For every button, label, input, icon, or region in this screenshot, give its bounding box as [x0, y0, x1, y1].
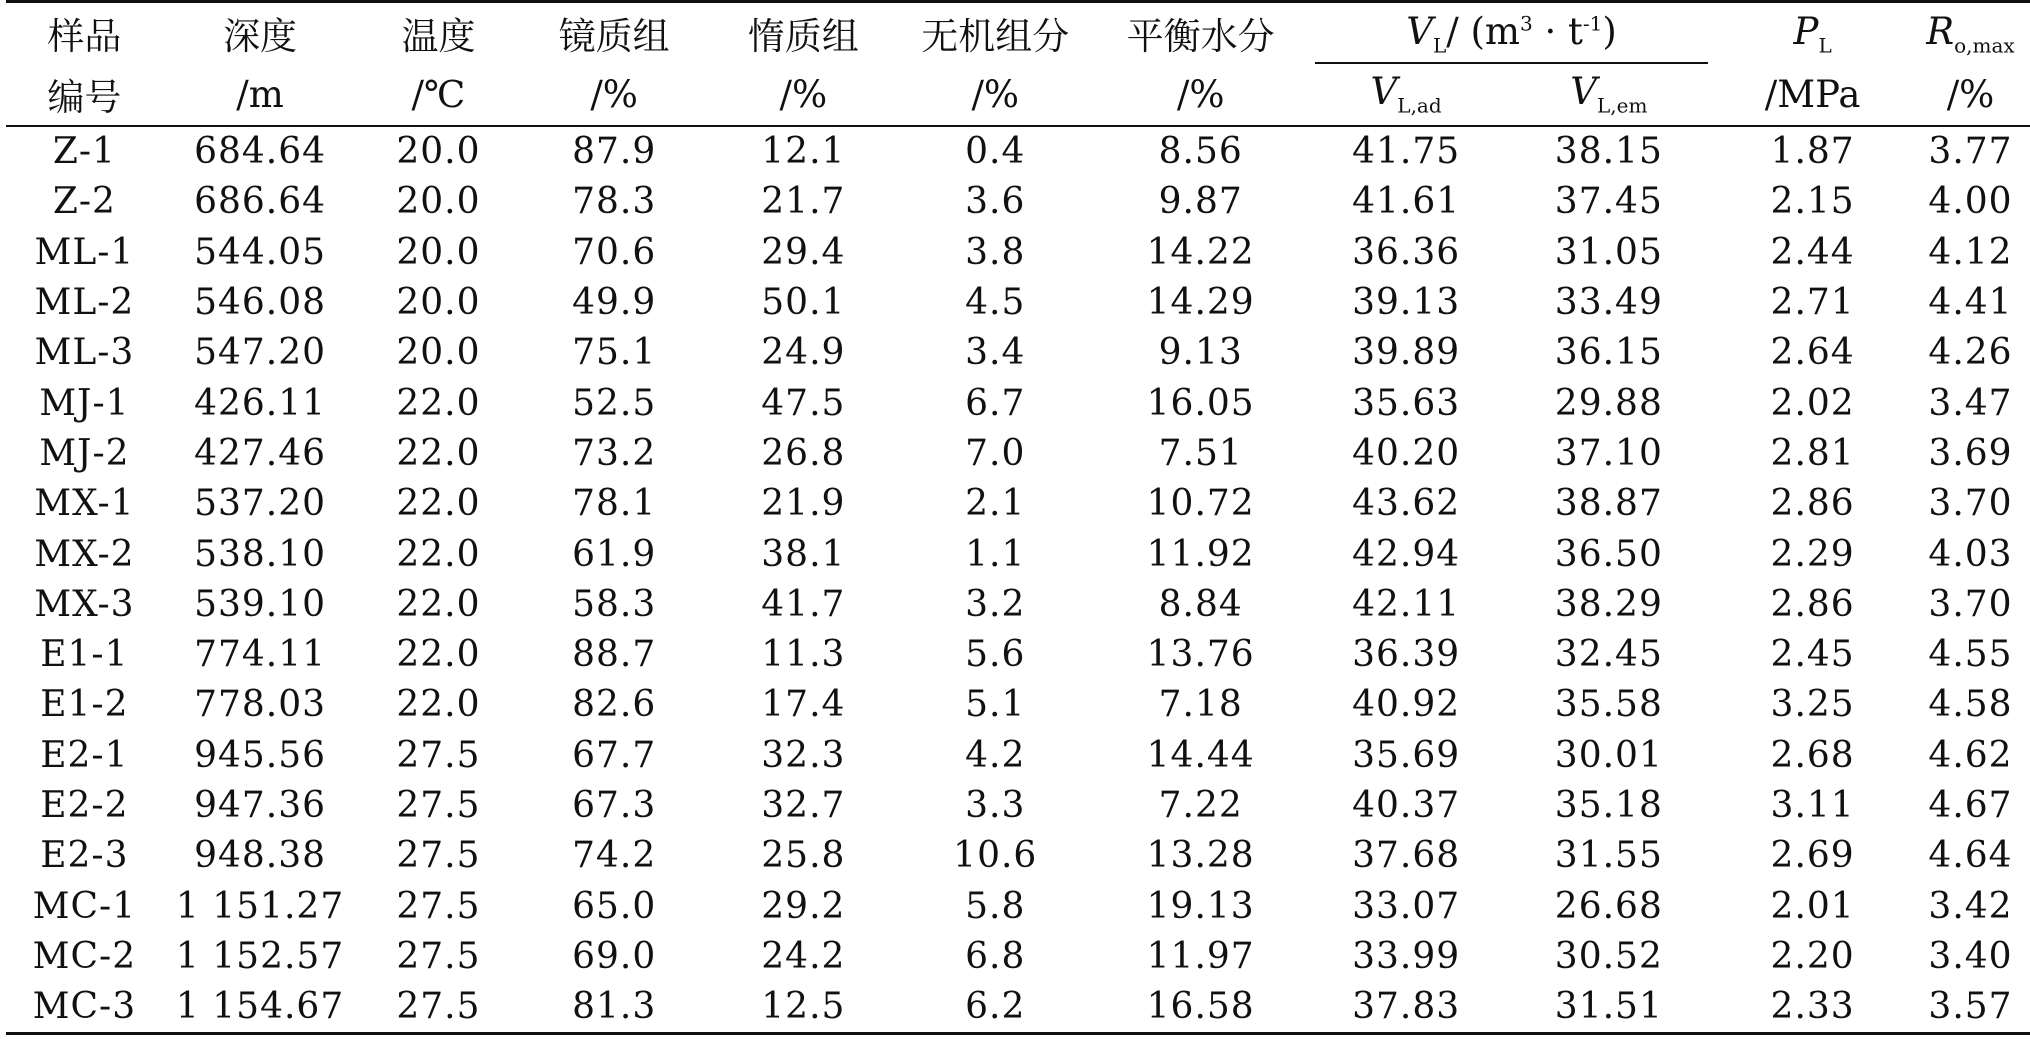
cell-pl: 2.71: [1770, 282, 1855, 324]
cell-temperature: 27.5: [396, 734, 481, 776]
header-moisture: 平衡水分: [1093, 2, 1309, 64]
cell-depth: 544.05: [194, 231, 327, 273]
cell-sample-id: MC-1: [32, 885, 137, 927]
cell-depth: 948.38: [194, 835, 327, 877]
cell-sample-id: E1-1: [40, 634, 129, 676]
cell-inorganic: 10.6: [953, 835, 1038, 877]
cell-inorganic: 6.2: [898, 982, 1093, 1034]
table-row: [6, 680, 2030, 730]
cell-pl: 1.87: [1770, 131, 1855, 173]
table-body: [6, 126, 2030, 1034]
cell-pl: 2.68: [1770, 734, 1855, 776]
cell-temperature: 27.5: [357, 982, 519, 1034]
cell-temperature: 27.5: [396, 885, 481, 927]
cell-inorganic: 2.1: [965, 483, 1026, 525]
cell-vl-ad: 37.83: [1309, 982, 1504, 1034]
cell-vl-em: 38.87: [1554, 483, 1663, 525]
table-row: [6, 529, 2030, 579]
header-langmuir-pressure: [1714, 2, 1911, 64]
vl-unit-pre: / (m: [1446, 9, 1520, 53]
cell-inorganic: 6.7: [965, 382, 1026, 424]
header-inorganic: 无机组分: [898, 2, 1093, 64]
cell-inorganic: 6.8: [965, 935, 1026, 977]
cell-vitrinite: 74.2: [572, 835, 657, 877]
vl-unit-post: ): [1602, 9, 1617, 53]
cell-vl-ad: 43.62: [1352, 483, 1461, 525]
cell-vitrinite: 69.0: [572, 935, 657, 977]
cell-pl: 2.81: [1770, 432, 1855, 474]
cell-inorganic: 3.3: [965, 785, 1026, 826]
cell-vitrinite: 78.3: [572, 181, 657, 223]
vl-em-subscript: L,em: [1596, 93, 1648, 118]
cell-inertinite: 41.7: [761, 583, 846, 625]
cell-temperature: 20.0: [396, 131, 481, 173]
cell-vl-em: 36.50: [1554, 533, 1663, 575]
cell-sample-id: ML-2: [34, 282, 135, 324]
cell-sample-id: E1-2: [40, 684, 129, 726]
header-sample: 样品: [6, 2, 163, 64]
cell-ro-max: 4.67: [1928, 785, 2013, 826]
cell-ro-max: 4.26: [1928, 332, 2013, 374]
cell-inertinite: 50.1: [761, 282, 846, 324]
header-vitrinite: 镜质组: [520, 2, 709, 64]
cell-depth: 547.20: [194, 332, 327, 374]
cell-vl-ad: 33.07: [1352, 885, 1461, 927]
cell-temperature: 27.5: [396, 935, 481, 977]
cell-ro-max: 3.40: [1928, 935, 2013, 977]
cell-moisture: 9.87: [1158, 181, 1243, 223]
header-inertinite: 惰质组: [709, 2, 898, 64]
cell-depth: 427.46: [194, 432, 327, 474]
cell-moisture: 11.92: [1146, 533, 1255, 575]
cell-depth: 539.10: [194, 583, 327, 625]
group-underline: [1315, 62, 1708, 64]
cell-inorganic: 5.6: [965, 634, 1026, 676]
cell-sample-id: MJ-1: [39, 382, 130, 424]
cell-temperature: 27.5: [396, 785, 481, 826]
cell-moisture: 19.13: [1146, 885, 1255, 927]
cell-inertinite: 29.2: [761, 885, 846, 927]
cell-ro-max: 3.42: [1928, 885, 2013, 927]
cell-moisture: 7.18: [1158, 684, 1243, 726]
header-langmuir-volume: [1309, 2, 1714, 64]
cell-inorganic: 4.5: [965, 282, 1026, 324]
table-row: [6, 126, 2030, 177]
cell-sample-id: E2-1: [40, 734, 129, 776]
cell-ro-max: 4.62: [1928, 734, 2013, 776]
cell-depth: 1 154.67: [163, 982, 358, 1034]
cell-vl-ad: 35.69: [1352, 734, 1461, 776]
cell-ro-max: 3.70: [1928, 483, 2013, 525]
cell-vl-ad: 35.63: [1352, 382, 1461, 424]
cell-vl-ad: 41.61: [1352, 181, 1461, 223]
cell-vl-em: 38.15: [1554, 131, 1663, 173]
cell-vl-ad: 41.75: [1352, 131, 1461, 173]
cell-moisture: 13.76: [1146, 634, 1255, 676]
cell-moisture: 11.97: [1146, 935, 1255, 977]
cell-vl-ad: 36.36: [1352, 231, 1461, 273]
header-vl-ad: [1309, 64, 1504, 126]
header-moisture-unit: /%: [1093, 64, 1309, 126]
data-table-container: [6, 0, 2030, 1035]
cell-inertinite: 17.4: [761, 684, 846, 726]
vl-unit-sup2: -1: [1582, 11, 1603, 36]
cell-pl: 2.86: [1770, 483, 1855, 525]
cell-vitrinite: 52.5: [572, 382, 657, 424]
cell-pl: 2.86: [1770, 583, 1855, 625]
cell-vitrinite: 49.9: [572, 282, 657, 324]
cell-sample-id: E2-3: [40, 835, 129, 877]
table-row: [6, 277, 2030, 327]
cell-vl-em: 31.05: [1554, 231, 1663, 273]
header-sample-line2: 编号: [6, 64, 163, 126]
cell-temperature: 20.0: [396, 231, 481, 273]
cell-sample-id: MC-2: [32, 935, 137, 977]
cell-vitrinite: 58.3: [572, 583, 657, 625]
cell-vitrinite: 75.1: [572, 332, 657, 374]
vl-em-symbol: V: [1570, 70, 1597, 114]
cell-sample-id: MX-1: [34, 483, 135, 525]
cell-moisture: 14.29: [1146, 282, 1255, 324]
cell-pl: 2.44: [1770, 231, 1855, 273]
header-reflectance: [1911, 2, 2030, 64]
cell-temperature: 20.0: [396, 181, 481, 223]
vl-unit-mid: · t: [1532, 9, 1583, 53]
table-row: [6, 579, 2030, 629]
cell-vl-em: 32.45: [1554, 634, 1663, 676]
cell-inorganic: 4.2: [965, 734, 1026, 776]
cell-temperature: 20.0: [396, 282, 481, 324]
header-row-2: [6, 64, 2030, 126]
table-row: [6, 831, 2030, 881]
cell-inertinite: 11.3: [761, 634, 846, 676]
cell-moisture: 14.22: [1146, 231, 1255, 273]
cell-temperature: 27.5: [396, 835, 481, 877]
cell-inertinite: 12.5: [709, 982, 898, 1034]
cell-ro-max: 3.57: [1911, 982, 2030, 1034]
vl-symbol: V: [1406, 9, 1433, 53]
cell-moisture: 7.51: [1158, 432, 1243, 474]
cell-inertinite: 21.7: [761, 181, 846, 223]
cell-pl: 2.69: [1770, 835, 1855, 877]
cell-vitrinite: 67.3: [572, 785, 657, 826]
cell-moisture: 8.56: [1158, 131, 1243, 173]
cell-temperature: 22.0: [396, 583, 481, 625]
cell-vl-em: 30.01: [1554, 734, 1663, 776]
cell-vitrinite: 70.6: [572, 231, 657, 273]
cell-vitrinite: 82.6: [572, 684, 657, 726]
cell-inertinite: 25.8: [761, 835, 846, 877]
cell-vl-em: 38.29: [1554, 583, 1663, 625]
cell-vitrinite: 73.2: [572, 432, 657, 474]
header-temperature: 温度: [357, 2, 519, 64]
cell-inorganic: 3.2: [965, 583, 1026, 625]
cell-depth: 778.03: [194, 684, 327, 726]
cell-depth: 426.11: [194, 382, 327, 424]
cell-depth: 774.11: [194, 634, 327, 676]
table-row: [6, 881, 2030, 931]
cell-depth: 537.20: [194, 483, 327, 525]
cell-ro-max: 4.55: [1928, 634, 2013, 676]
table-row: [6, 730, 2030, 780]
cell-depth: 684.64: [194, 131, 327, 173]
cell-vl-em: 35.18: [1554, 785, 1663, 826]
header-vl-em: [1503, 64, 1714, 126]
cell-pl: 2.45: [1770, 634, 1855, 676]
table-row: [6, 428, 2030, 478]
cell-ro-max: 4.64: [1928, 835, 2013, 877]
cell-vl-em: 36.15: [1554, 332, 1663, 374]
table-row: [6, 328, 2030, 378]
cell-inorganic: 3.6: [965, 181, 1026, 223]
cell-sample-id: MX-3: [34, 583, 135, 625]
table-row: [6, 780, 2030, 830]
header-depth: 深度: [163, 2, 358, 64]
cell-inorganic: 7.0: [965, 432, 1026, 474]
cell-ro-max: 4.58: [1928, 684, 2013, 726]
cell-temperature: 22.0: [396, 432, 481, 474]
cell-depth: 546.08: [194, 282, 327, 324]
cell-vitrinite: 88.7: [572, 634, 657, 676]
cell-pl: 2.01: [1770, 885, 1855, 927]
cell-moisture: 10.72: [1146, 483, 1255, 525]
cell-ro-max: 4.41: [1928, 282, 2013, 324]
header-inertinite-unit: /%: [709, 64, 898, 126]
header-inorganic-unit: /%: [898, 64, 1093, 126]
cell-vl-ad: 40.37: [1352, 785, 1461, 826]
cell-vl-ad: 33.99: [1352, 935, 1461, 977]
cell-temperature: 22.0: [396, 483, 481, 525]
table-row: [6, 479, 2030, 529]
header-pl-unit: /MPa: [1714, 64, 1911, 126]
cell-moisture: 7.22: [1158, 785, 1243, 826]
cell-vl-em: 29.88: [1554, 382, 1663, 424]
header-row-1: [6, 2, 2030, 64]
cell-inertinite: 26.8: [761, 432, 846, 474]
cell-temperature: 22.0: [396, 684, 481, 726]
cell-depth: 686.64: [194, 181, 327, 223]
cell-vitrinite: 87.9: [572, 131, 657, 173]
vl-ad-symbol: V: [1370, 70, 1398, 114]
cell-inertinite: 24.9: [761, 332, 846, 374]
cell-vl-em: 37.10: [1554, 432, 1663, 474]
cell-vitrinite: 65.0: [572, 885, 657, 927]
cell-vl-ad: 42.94: [1352, 533, 1461, 575]
cell-inertinite: 47.5: [761, 382, 846, 424]
cell-depth: 1 151.27: [175, 885, 345, 927]
cell-vl-em: 31.51: [1503, 982, 1714, 1034]
cell-inertinite: 32.3: [761, 734, 846, 776]
cell-pl: 2.15: [1770, 181, 1855, 223]
cell-depth: 947.36: [194, 785, 327, 826]
table-row: [6, 227, 2030, 277]
cell-vl-ad: 42.11: [1352, 583, 1461, 625]
vl-ad-subscript: L,ad: [1397, 93, 1442, 118]
cell-vitrinite: 78.1: [572, 483, 657, 525]
cell-vl-ad: 36.39: [1352, 634, 1461, 676]
cell-ro-max: 3.69: [1928, 432, 2013, 474]
cell-moisture: 9.13: [1158, 332, 1243, 374]
cell-vl-ad: 39.13: [1352, 282, 1461, 324]
cell-sample-id: ML-1: [34, 231, 135, 273]
cell-moisture: 16.05: [1146, 382, 1255, 424]
ro-symbol: R: [1926, 9, 1955, 53]
cell-pl: 3.25: [1770, 684, 1855, 726]
cell-inertinite: 32.7: [761, 785, 846, 826]
cell-vl-em: 31.55: [1554, 835, 1663, 877]
cell-inertinite: 21.9: [761, 483, 846, 525]
cell-vitrinite: 61.9: [572, 533, 657, 575]
cell-pl: 2.20: [1770, 935, 1855, 977]
cell-inertinite: 24.2: [761, 935, 846, 977]
cell-pl: 2.64: [1770, 332, 1855, 374]
cell-ro-max: 4.00: [1928, 181, 2013, 223]
table-row: [6, 378, 2030, 428]
header-temperature-unit: /℃: [357, 64, 519, 126]
cell-inorganic: 5.8: [965, 885, 1026, 927]
cell-ro-max: 3.47: [1928, 382, 2013, 424]
coal-sample-table: [6, 0, 2030, 1035]
cell-ro-max: 4.03: [1928, 533, 2013, 575]
table-row: [6, 629, 2030, 679]
cell-ro-max: 4.12: [1928, 231, 2013, 273]
cell-inertinite: 29.4: [761, 231, 846, 273]
cell-moisture: 16.58: [1093, 982, 1309, 1034]
cell-vl-ad: 40.92: [1352, 684, 1461, 726]
table-row: [6, 982, 2030, 1034]
cell-inorganic: 1.1: [965, 533, 1026, 575]
cell-vl-em: 35.58: [1554, 684, 1663, 726]
cell-vl-ad: 39.89: [1352, 332, 1461, 374]
cell-pl: 2.29: [1770, 533, 1855, 575]
cell-sample-id: MJ-2: [39, 432, 130, 474]
cell-temperature: 20.0: [396, 332, 481, 374]
cell-moisture: 8.84: [1158, 583, 1243, 625]
cell-vl-ad: 37.68: [1352, 835, 1461, 877]
cell-moisture: 14.44: [1146, 734, 1255, 776]
cell-sample-id: Z-1: [52, 131, 116, 173]
ro-subscript: o,max: [1954, 32, 2015, 57]
cell-temperature: 22.0: [396, 382, 481, 424]
cell-depth: 945.56: [194, 734, 327, 776]
header-vitrinite-unit: /%: [520, 64, 709, 126]
cell-sample-id: MC-3: [6, 982, 163, 1034]
pl-symbol: P: [1793, 9, 1819, 53]
cell-vl-em: 37.45: [1554, 181, 1663, 223]
cell-moisture: 13.28: [1146, 835, 1255, 877]
cell-vitrinite: 81.3: [520, 982, 709, 1034]
cell-vl-ad: 40.20: [1352, 432, 1461, 474]
cell-inorganic: 3.4: [965, 332, 1026, 374]
cell-depth: 538.10: [194, 533, 327, 575]
cell-inertinite: 12.1: [761, 131, 846, 173]
cell-sample-id: E2-2: [40, 785, 129, 826]
cell-ro-max: 3.77: [1928, 131, 2013, 173]
cell-pl: 3.11: [1770, 785, 1855, 826]
cell-sample-id: MX-2: [34, 533, 135, 575]
vl-unit-sup: 3: [1520, 11, 1533, 36]
cell-inorganic: 5.1: [965, 684, 1026, 726]
cell-inorganic: 3.8: [965, 231, 1026, 273]
cell-pl: 2.02: [1770, 382, 1855, 424]
cell-pl: 2.33: [1714, 982, 1911, 1034]
table-row: [6, 931, 2030, 981]
cell-vl-em: 33.49: [1554, 282, 1663, 324]
cell-depth: 1 152.57: [175, 935, 345, 977]
cell-inorganic: 0.4: [965, 131, 1026, 173]
cell-ro-max: 3.70: [1928, 583, 2013, 625]
cell-vl-em: 30.52: [1554, 935, 1663, 977]
cell-sample-id: ML-3: [34, 332, 135, 374]
cell-vl-em: 26.68: [1554, 885, 1663, 927]
vl-subscript: L: [1432, 32, 1447, 57]
cell-vitrinite: 67.7: [572, 734, 657, 776]
table-header: [6, 2, 2030, 126]
header-ro-unit: /%: [1911, 64, 2030, 126]
cell-sample-id: Z-2: [52, 181, 116, 223]
cell-inertinite: 38.1: [761, 533, 846, 575]
header-depth-unit: /m: [163, 64, 358, 126]
table-row: [6, 177, 2030, 227]
cell-temperature: 22.0: [396, 533, 481, 575]
pl-subscript: L: [1818, 32, 1832, 57]
cell-temperature: 22.0: [396, 634, 481, 676]
